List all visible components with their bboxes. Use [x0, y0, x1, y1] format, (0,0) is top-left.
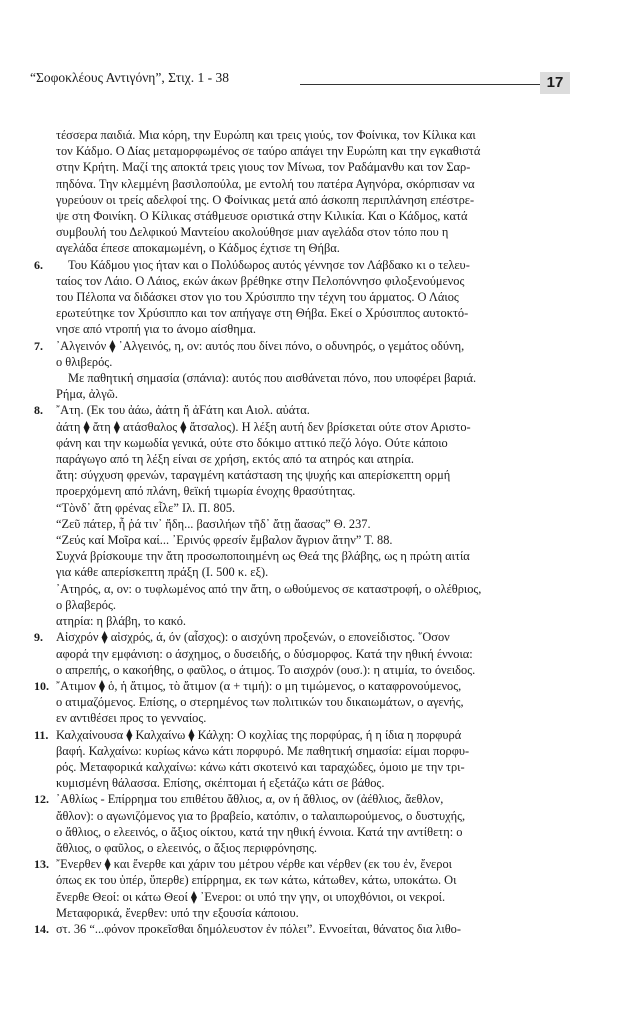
- text-line: αφορά την εμφάνιση: ο άσχημος, ο δυσειδής, ο δύσμορφος. Κατά την ηθική έννοια:: [56, 646, 473, 661]
- text-line: ο θλιβερός.: [56, 354, 113, 369]
- text-line: Ρήμα, ἀλγῶ.: [56, 387, 118, 402]
- note-number: 6.: [34, 257, 43, 272]
- note-entry: [34, 629, 574, 678]
- text-line: για κάθε απερίσκεπτη πράξη (Ι. 500 κ. εξ).: [56, 565, 269, 580]
- text-line: ῎Ατη. (Εκ του ἀάω, ἀάτη ἤ ἀϜάτη και Αιολ. αὐάτα.: [56, 403, 310, 418]
- text-line: Αἰσχρόν ⧫ αἰσχρός, ά, όν (αἶσχος): ο αισχύνη προξενών, ο επονείδιστος. ῞Οσον: [56, 630, 450, 645]
- note-entry: [34, 338, 574, 403]
- note-entry: [34, 678, 574, 727]
- commentary-body: [34, 127, 574, 937]
- text-line: Του Κάδμου γιος ήταν και ο Πολύδωρος αυτός γέννησε τον Λάβδακο κι ο τελευ-: [68, 257, 470, 272]
- text-line: “Ζεῦ πάτερ, ἦ ῥά τιν᾿ ἤδη... βασιλήων τῆδ᾿ ἄτῃ ἄασας” Θ. 237.: [56, 516, 371, 531]
- text-line: ο ατιμαζόμενος. Επίσης, ο στερημένος των πολιτικών του δικαιωμάτων, ο αγενής,: [56, 695, 464, 710]
- text-line: “Ζεύς καί Μοῖρα καί... ᾿Ερινύς φρεσίν ἔμβαλον ἄγριον ἄτην” Τ. 88.: [56, 533, 393, 548]
- text-line: ἄτη: σύγχυση φρενών, ταραγμένη κατάσταση της ψυχής και απερίσκεπτη ορμή: [56, 468, 451, 483]
- text-line: ο απρεπής, ο κακοήθης, ο φαῦλος, ο άτιμος. Το αισχρόν (ουσ.): η ατιμία, το όνειδος.: [56, 662, 476, 677]
- note-entry: [34, 257, 574, 338]
- text-line: κυμισμένη θάλασσα. Επίσης, σκέπτομαι ή εξετάζω κάτι σε βάθος.: [56, 776, 385, 791]
- text-line: βαφή. Καλχαίνω: κυρίως κάνω κάτι πορφυρό. Με παθητική σημασία: είμαι πορφυ-: [56, 743, 470, 758]
- text-line: ῎Ατιμον ⧫ ὁ, ἡ ἄτιμος, τὸ ἄτιμον (α + τιμή): ο μη τιμώμενος, ο καταφρονούμενος,: [56, 678, 462, 693]
- text-line: ο βλαβερός.: [56, 597, 116, 612]
- page-number: 17: [540, 72, 570, 94]
- text-line: ατηρία: η βλάβη, το κακό.: [56, 614, 187, 629]
- running-title: “Σοφοκλέους Αντιγόνη”, Στιχ. 1 - 38: [30, 70, 230, 85]
- text-line: νησε από ντροπή για το άνομο αίσθημα.: [56, 322, 256, 337]
- text-line: στην Κρήτη. Μαζί της αποκτά τρεις γιους τον Μίνωα, τον Ραδάμανθυ και τον Σαρ-: [56, 160, 471, 175]
- text-line: γυρεύουν οι τρείς αδελφοί της. Ο Φοίνικας μετά από άσκοπη περιπλάνηση επέστρε-: [56, 192, 475, 207]
- text-line: αγελάδα έπεσε αποκαμωμένη, ο Κάδμος έχτισε τη Θήβα.: [56, 241, 340, 256]
- text-line: όπως εκ του ὑπέρ, ὕπερθε) επίρρημα, εκ των κάτω, κάτωθεν, κάτω, υποκάτω. Οι: [56, 873, 457, 888]
- text-line: ρός. Μεταφορικά καλχαίνω: κάνω κάτι σκοτεινό και ταραχώδες, όμοιο με την τρι-: [56, 759, 465, 774]
- notes-list: [34, 257, 574, 938]
- note-entry: [34, 856, 574, 921]
- note-number: 7.: [34, 338, 43, 353]
- note-number: 9.: [34, 630, 43, 645]
- note-entry: [34, 727, 574, 792]
- note-entry: [34, 791, 574, 856]
- text-line: ο ἄθλιος, ο ελεεινός, ο ἄξιος οίκτου, κατά την ηθική έννοια. Κατά την αντίθετη: ο: [56, 824, 463, 839]
- text-line: τον Κάδμο. Ο Δίας μεταμορφωμένος σε ταύρο απάγει την Ευρώπη και την εγκαθιστά: [56, 144, 481, 159]
- text-line: ἄθλον): ο αγωνιζόμενος για το βραβείο, κατόπιν, ο ταλαιπωρούμενος, ο δυστυχής,: [56, 808, 466, 823]
- note-number: 12.: [34, 792, 49, 807]
- text-line: πηδόνα. Την κλεμμένη βασιλοπούλα, με εντολή του πατέρα Αγηνόρα, σκόρπισαν να: [56, 176, 475, 191]
- page-header: [30, 66, 570, 88]
- header-rule: [300, 84, 540, 85]
- note-number: 10.: [34, 678, 49, 693]
- text-line: ἄθλιος, ο φαῦλος, ο ελεεινός, ο ἄξιος περιφρόνησης.: [56, 840, 318, 855]
- text-line: προερχόμενη από πλάνη, θεϊκή τιμωρία ένοχης θρασύτητας.: [56, 484, 356, 499]
- note-number: 11.: [34, 727, 49, 742]
- note-number: 8.: [34, 403, 43, 418]
- text-line: ερωτεύτηκε τον Χρύσιππο και τον απήγαγε στη Θήβα. Εκεί ο Χρύσιππος αυτοκτό-: [56, 306, 469, 321]
- text-line: τέσσερα παιδιά. Μια κόρη, την Ευρώπη και τρεις γιούς, τον Φοίνικα, τον Κίλικα και: [56, 128, 476, 142]
- text-line: του Πέλοπα να διδάσκει στον γιο του Χρύσιππο την τέχνη του άρματος. Ο Λάιος: [56, 290, 459, 305]
- text-line: ἔνερθε Θεοί: οι κάτω Θεοί ⧫ ᾿Ενεροι: οι υπό την γην, οι υποχθόνιοι, οι νεκροί.: [56, 889, 446, 904]
- text-line: στ. 36 “...φόνον προκεῖσθαι δημόλευστον ἐν πόλει”. Εννοείται, θάνατος δια λιθο-: [56, 921, 461, 936]
- text-line: Μεταφορικά, ἔνερθεν: υπό την εξουσία κάποιου.: [56, 905, 299, 920]
- text-line: συμβουλή του Δελφικού Μαντείου ακολούθησε μιαν αγελάδα στον τόπο που η: [56, 225, 449, 240]
- text-line: ταίος τον Λάιο. Ο Λάιος, εκών άκων βρέθηκε στην Πελοπόννησο φιλοξενούμενος: [56, 273, 465, 288]
- text-line: φάνη και την κωμωδία γενικά, ούτε στο δόκιμο αττικό πεζό λόγο. Ούτε κάποιο: [56, 435, 448, 450]
- text-line: Συχνά βρίσκουμε την ἄτη προσωποποιημένη ως Θεά της βλάβης, ως η πρώτη αιτία: [56, 549, 470, 564]
- text-line: ἀάτη ⧫ ἄτη ⧫ ατάσθαλος ⧫ ἄτσαλος). Η λέξη αυτή δεν βρίσκεται ούτε στον Αριστο-: [56, 419, 471, 434]
- text-line: Καλχαίνουσα ⧫ Καλχαίνω ⧫ Κάλχη: Ο κοχλίας της πορφύρας, ή η ίδια η πορφυρά: [56, 727, 462, 742]
- note-number: 13.: [34, 857, 49, 872]
- intro-paragraph: [56, 127, 574, 257]
- text-line: ῎Ενερθεν ⧫ και ἔνερθε και χάριν του μέτρου νέρθε και νέρθεν (εκ του ἐν, ἔνεροι: [56, 857, 452, 872]
- text-line: ᾿Αλγεινόν ⧫ ᾿Αλγεινός, η, ον: αυτός που δίνει πόνο, ο οδυνηρός, ο γεμάτος οδύνη,: [56, 338, 465, 353]
- text-line: ᾿Ατηρός, α, ον: ο τυφλωμένος από την ἄτη, ο ωθούμενος σε καταστροφή, ο ολέθριος,: [56, 581, 482, 596]
- text-line: Με παθητική σημασία (σπάνια): αυτός που αισθάνεται πόνο, που υποφέρει βαριά.: [68, 371, 477, 386]
- text-line: εν αντιθέσει προς το γενναίος.: [56, 711, 207, 726]
- note-number: 14.: [34, 921, 49, 936]
- text-line: “Τὸνδ᾿ ἄτη φρένας εἷλε” Ιλ. Π. 805.: [56, 500, 236, 515]
- text-line: ᾿Αθλίως - Επίρρημα του επιθέτου ἄθλιος, α, ον ή ἄθλιος, ον (ἀέθλιος, ἄεθλον,: [56, 792, 444, 807]
- text-line: ψε στη Φοινίκη. Ο Κίλικας στάθμευσε οριστικά στην Κιλικία. Και ο Κάδμος, κατά: [56, 209, 468, 224]
- note-entry: [34, 921, 574, 937]
- note-entry: [34, 402, 574, 629]
- text-line: παράγωγο από τη λέξη είναι σε χρήση, εκτός από τα ατηρός και ατηρία.: [56, 452, 414, 467]
